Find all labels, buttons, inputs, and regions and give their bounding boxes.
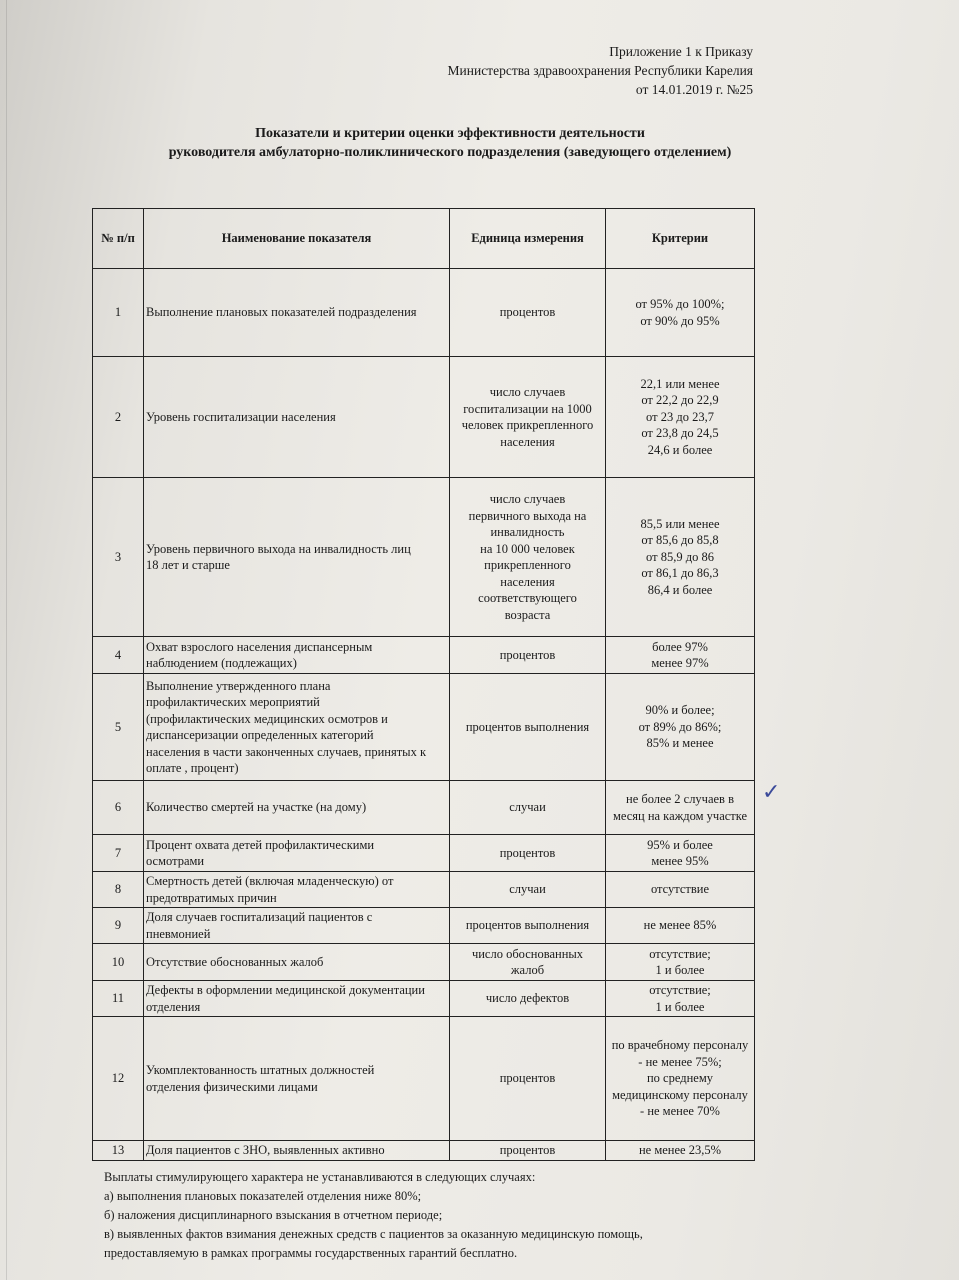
row-unit: случаи <box>450 872 606 908</box>
row-name: Укомплектованность штатных должностей отделения физическими лицами <box>144 1017 450 1141</box>
row-number: 5 <box>93 674 144 781</box>
header-line-2: Министерства здравоохранения Республики Карелия <box>447 63 753 78</box>
table-row <box>93 269 755 357</box>
criteria-table <box>92 208 755 1161</box>
row-name: Процент охвата детей профилактическими осмотрами <box>144 835 450 872</box>
row-unit: число обоснованных жалоб <box>450 944 606 981</box>
footer-item: предоставляемую в рамках программы государственных гарантий бесплатно. <box>104 1246 518 1260</box>
table-row <box>93 637 755 674</box>
row-number: 7 <box>93 835 144 872</box>
row-unit: число дефектов <box>450 981 606 1017</box>
row-name: Доля пациентов с ЗНО, выявленных активно <box>144 1141 450 1161</box>
row-criteria: более 97% менее 97% <box>606 637 755 674</box>
row-name: Смертность детей (включая младенческую) от предотвратимых причин <box>144 872 450 908</box>
row-name: Уровень госпитализации населения <box>144 357 450 478</box>
row-name: Дефекты в оформлении медицинской документации отделения <box>144 981 450 1017</box>
table-row <box>93 872 755 908</box>
row-unit: процентов <box>450 835 606 872</box>
document-header <box>448 42 753 99</box>
footer-item: а) выполнения плановых показателей отделения ниже 80%; <box>104 1189 422 1203</box>
table-row <box>93 357 755 478</box>
row-number: 2 <box>93 357 144 478</box>
row-name: Доля случаев госпитализаций пациентов с пневмонией <box>144 908 450 944</box>
row-name: Количество смертей на участке (на дому) <box>144 781 450 835</box>
row-unit: процентов выполнения <box>450 908 606 944</box>
table-row <box>93 781 755 835</box>
row-name: Охват взрослого населения диспансерным наблюдением (подлежащих) <box>144 637 450 674</box>
page-edge <box>6 0 7 1280</box>
row-number: 9 <box>93 908 144 944</box>
header-cell-criteria: Критерии <box>606 209 755 269</box>
row-unit: процентов выполнения <box>450 674 606 781</box>
row-number: 13 <box>93 1141 144 1161</box>
header-cell-name: Наименование показателя <box>144 209 450 269</box>
table-row <box>93 908 755 944</box>
table-row <box>93 1017 755 1141</box>
row-criteria: 85,5 или менее от 85,6 до 85,8 от 85,9 до 86 от 86,1 до 86,3 86,4 и более <box>606 478 755 637</box>
row-unit: число случаев госпитализации на 1000 человек прикрепленного населения <box>450 357 606 478</box>
row-criteria: 22,1 или менее от 22,2 до 22,9 от 23 до 23,7 от 23,8 до 24,5 24,6 и более <box>606 357 755 478</box>
row-number: 1 <box>93 269 144 357</box>
table-row <box>93 981 755 1017</box>
row-name: Выполнение плановых показателей подразделения <box>144 269 450 357</box>
table-row <box>93 835 755 872</box>
row-criteria: 95% и более менее 95% <box>606 835 755 872</box>
row-number: 8 <box>93 872 144 908</box>
row-number: 6 <box>93 781 144 835</box>
table-row <box>93 674 755 781</box>
row-criteria: не более 2 случаев в месяц на каждом участке <box>606 781 755 835</box>
header-line-3: от 14.01.2019 г. №25 <box>635 82 753 97</box>
row-unit: процентов <box>450 637 606 674</box>
table-row <box>93 1141 755 1161</box>
header-cell-number: № п/п <box>93 209 144 269</box>
row-criteria: 90% и более; от 89% до 86%; 85% и менее <box>606 674 755 781</box>
row-unit: процентов <box>450 1017 606 1141</box>
row-criteria: отсутствие <box>606 872 755 908</box>
table-row <box>93 478 755 637</box>
title-line-1: Показатели и критерии оценки эффективности деятельности <box>255 126 645 141</box>
row-name: Отсутствие обоснованных жалоб <box>144 944 450 981</box>
row-unit: процентов <box>450 1141 606 1161</box>
row-criteria: отсутствие; 1 и более <box>606 944 755 981</box>
row-number: 11 <box>93 981 144 1017</box>
check-mark-icon: ✓ <box>762 780 781 805</box>
footer-item: б) наложения дисциплинарного взыскания в отчетном периоде; <box>104 1208 443 1222</box>
row-criteria: от 95% до 100%; от 90% до 95% <box>606 269 755 357</box>
row-number: 12 <box>93 1017 144 1141</box>
row-name: Уровень первичного выхода на инвалидность лиц 18 лет и старше <box>144 478 450 637</box>
row-number: 4 <box>93 637 144 674</box>
footer-intro: Выплаты стимулирующего характера не устанавливаются в следующих случаях: <box>104 1170 536 1184</box>
row-criteria: не менее 85% <box>606 908 755 944</box>
row-criteria: отсутствие; 1 и более <box>606 981 755 1017</box>
row-number: 3 <box>93 478 144 637</box>
row-criteria: по врачебному персоналу - не менее 75%; по среднему медицинскому персоналу - не менее 70% <box>606 1017 755 1141</box>
header-line-1: Приложение 1 к Приказу <box>609 44 753 59</box>
footer-item: в) выявленных фактов взимания денежных средств с пациентов за оказанную медицинскую помощь, <box>104 1227 643 1241</box>
table-header-row <box>93 209 755 269</box>
row-number: 10 <box>93 944 144 981</box>
table-row <box>93 944 755 981</box>
row-unit: случаи <box>450 781 606 835</box>
row-unit: число случаев первичного выхода на инвалидность на 10 000 человек прикрепленного населения соответствующего возраста <box>450 478 606 637</box>
row-unit: процентов <box>450 269 606 357</box>
footer-notes <box>104 1168 724 1263</box>
document-title <box>120 124 780 162</box>
row-criteria: не менее 23,5% <box>606 1141 755 1161</box>
row-name: Выполнение утвержденного плана профилактических мероприятий (профилактических медицинских осмотров и диспансеризации определенных категорий населения в части законченных случаев, принятых к оплате , процент) <box>144 674 450 781</box>
header-cell-unit: Единица измерения <box>450 209 606 269</box>
title-line-2: руководителя амбулаторно-поликлинического подразделения (заведующего отделением) <box>168 145 732 160</box>
